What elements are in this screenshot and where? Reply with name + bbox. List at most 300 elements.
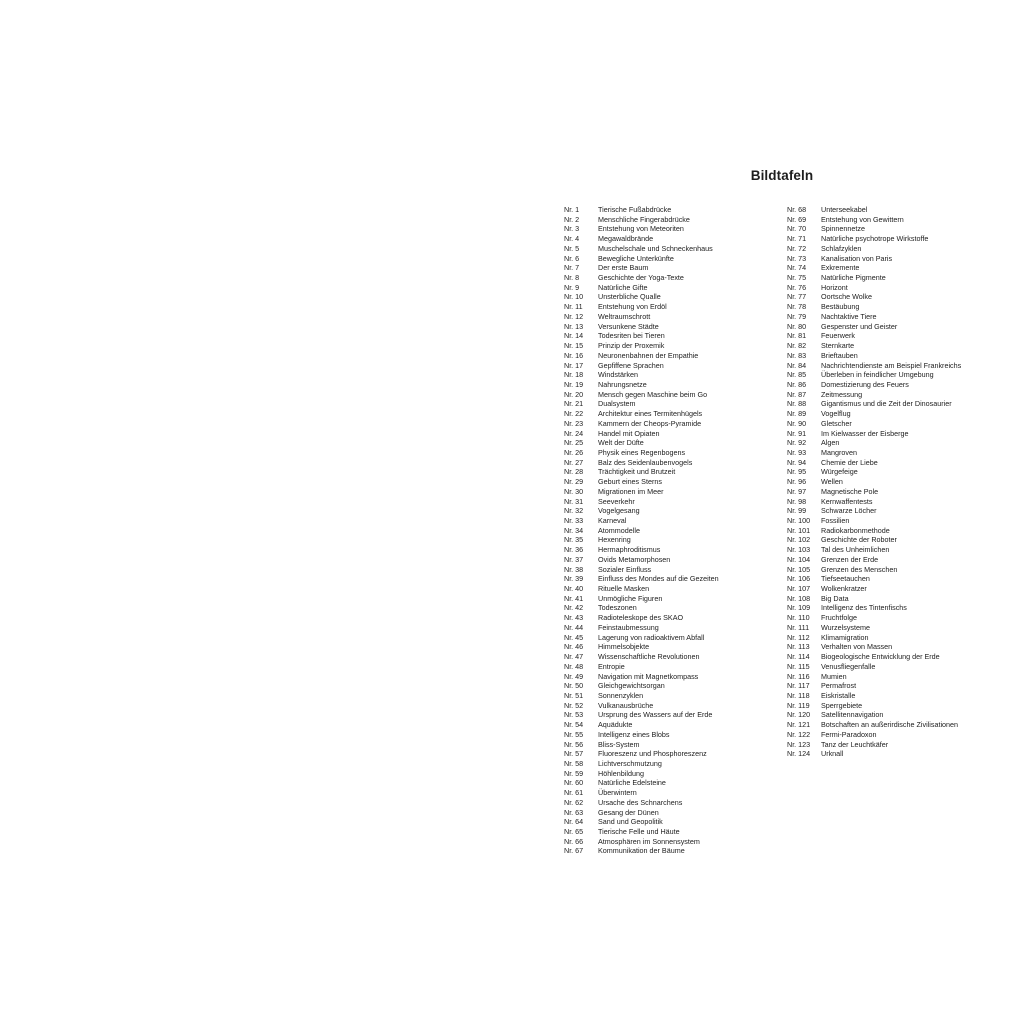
plate-number: Nr. 78 bbox=[787, 302, 807, 312]
plate-number: Nr. 33 bbox=[564, 516, 584, 525]
plate-number: Nr. 51 bbox=[564, 690, 584, 700]
plate-number: Nr. 34 bbox=[564, 525, 584, 535]
plate-title: Menschliche Fingerabdrücke bbox=[598, 214, 690, 224]
plate-title: Architektur eines Termitenhügels bbox=[598, 409, 703, 419]
plate-entry bbox=[564, 740, 719, 750]
plate-number: Nr. 96 bbox=[787, 477, 807, 487]
plate-entry bbox=[564, 623, 719, 633]
plate-number: Nr. 105 bbox=[787, 564, 811, 574]
plate-entry bbox=[787, 672, 961, 682]
plate-title: Tierische Felle und Häute bbox=[598, 827, 680, 836]
plate-entry bbox=[564, 788, 719, 798]
plate-title: Bliss-System bbox=[598, 739, 640, 749]
plate-number: Nr. 45 bbox=[564, 632, 584, 642]
plate-title: Natürliche Pigmente bbox=[821, 273, 886, 283]
plate-title: Wellen bbox=[821, 477, 843, 487]
plate-number: Nr. 114 bbox=[787, 652, 810, 662]
plate-number: Nr. 72 bbox=[787, 243, 807, 253]
plate-entry bbox=[787, 749, 961, 759]
plate-title: Intelligenz des Tintenfischs bbox=[821, 603, 907, 613]
plate-number: Nr. 70 bbox=[787, 224, 807, 234]
plate-entry bbox=[787, 487, 961, 497]
plate-number: Nr. 9 bbox=[564, 282, 580, 292]
plate-number: Nr. 59 bbox=[564, 768, 584, 778]
plate-entry bbox=[564, 409, 719, 419]
plate-entry bbox=[564, 458, 719, 468]
plate-title: Vulkanausbrüche bbox=[598, 700, 654, 710]
plate-title: Kammern der Cheops-Pyramide bbox=[598, 418, 702, 428]
plate-entry bbox=[787, 477, 961, 487]
plate-title: Eiskristalle bbox=[821, 690, 856, 700]
plate-title: Tal des Unheimlichen bbox=[821, 545, 890, 555]
plate-entry bbox=[564, 652, 719, 662]
plate-title: Feuerwerk bbox=[821, 331, 855, 341]
plate-title: Einfluss des Mondes auf die Gezeiten bbox=[598, 574, 719, 584]
plate-entry bbox=[564, 633, 719, 643]
plate-entry bbox=[787, 535, 961, 545]
plate-entry bbox=[787, 730, 961, 740]
plate-entry bbox=[564, 565, 719, 575]
plate-entry bbox=[564, 672, 719, 682]
plate-entry bbox=[564, 419, 719, 429]
plate-number: Nr. 35 bbox=[564, 535, 584, 545]
plate-title: Klimamigration bbox=[821, 632, 869, 642]
plate-entry bbox=[564, 710, 719, 720]
plate-number: Nr. 47 bbox=[564, 652, 584, 662]
plate-title: Überleben in feindlicher Umgebung bbox=[821, 370, 934, 380]
plate-entry bbox=[564, 467, 719, 477]
plate-number: Nr. 46 bbox=[564, 642, 584, 652]
plate-title: Radioteleskope des SKAO bbox=[598, 613, 684, 623]
plate-entry bbox=[787, 331, 961, 341]
plate-number: Nr. 121 bbox=[787, 720, 811, 730]
plate-number: Nr. 2 bbox=[564, 214, 580, 224]
plate-title: Nachrichtendienste am Beispiel Frankreichs bbox=[821, 360, 962, 370]
plate-number: Nr. 44 bbox=[564, 622, 584, 632]
plate-title: Zeitmessung bbox=[821, 389, 863, 399]
plate-title: Mensch gegen Maschine beim Go bbox=[598, 389, 708, 399]
plate-title: Gleichgewichtsorgan bbox=[598, 681, 665, 691]
plate-title: Windstärken bbox=[598, 370, 638, 380]
plate-number: Nr. 92 bbox=[787, 438, 807, 448]
plate-number: Nr. 84 bbox=[787, 360, 807, 370]
plate-number: Nr. 7 bbox=[564, 263, 580, 273]
plate-title: Der erste Baum bbox=[598, 263, 649, 273]
plate-entry bbox=[564, 506, 719, 516]
plate-title: Megawaldbrände bbox=[598, 234, 654, 244]
plate-number: Nr. 80 bbox=[787, 321, 807, 331]
plate-title: Wurzelsysteme bbox=[821, 622, 870, 632]
plate-title: Entstehung von Gewittern bbox=[821, 214, 904, 224]
plate-title: Brieftauben bbox=[821, 350, 858, 360]
plate-entry bbox=[787, 652, 961, 662]
plate-number: Nr. 36 bbox=[564, 545, 584, 555]
plate-title: Domestizierung des Feuers bbox=[821, 379, 909, 389]
plate-title: Physik eines Regenbogens bbox=[598, 447, 686, 457]
plate-number: Nr. 57 bbox=[564, 749, 584, 759]
plate-entry bbox=[564, 487, 719, 497]
plate-entry bbox=[564, 769, 719, 779]
plate-entry bbox=[564, 273, 719, 283]
plate-number: Nr. 75 bbox=[787, 273, 807, 283]
plate-entry bbox=[564, 351, 719, 361]
plate-entry bbox=[564, 545, 719, 555]
plate-number: Nr. 81 bbox=[787, 331, 807, 341]
plate-title: Karneval bbox=[598, 516, 627, 525]
plate-number: Nr. 4 bbox=[564, 234, 580, 244]
plate-title: Chemie der Liebe bbox=[821, 457, 878, 467]
plate-title: Überwintern bbox=[598, 788, 637, 798]
plate-entry bbox=[564, 662, 719, 672]
plate-number: Nr. 118 bbox=[787, 690, 810, 700]
plate-title: Satellitennavigation bbox=[821, 710, 884, 720]
plate-entry bbox=[787, 244, 961, 254]
plate-number: Nr. 29 bbox=[564, 477, 584, 487]
plate-number: Nr. 107 bbox=[787, 584, 811, 594]
plate-title: Atmosphären im Sonnensystem bbox=[598, 836, 700, 846]
plate-entry bbox=[564, 390, 719, 400]
plate-title: Kanalisation von Paris bbox=[821, 253, 893, 263]
plate-number: Nr. 88 bbox=[787, 399, 807, 409]
plate-entry bbox=[787, 419, 961, 429]
plate-entry bbox=[564, 448, 719, 458]
plate-entry bbox=[564, 205, 719, 215]
plate-title: Würgefeige bbox=[821, 467, 858, 477]
plate-number: Nr. 53 bbox=[564, 710, 584, 720]
plate-title: Radiokarbonmethode bbox=[821, 525, 890, 535]
plate-title: Hermaphroditismus bbox=[598, 545, 661, 555]
plate-entry bbox=[787, 497, 961, 507]
plate-number: Nr. 52 bbox=[564, 700, 584, 710]
plate-title: Hexenring bbox=[598, 535, 631, 545]
plate-entry bbox=[787, 263, 961, 273]
plate-title: Welt der Düfte bbox=[598, 438, 644, 448]
plate-number: Nr. 93 bbox=[787, 447, 807, 457]
plate-list-left bbox=[564, 205, 719, 856]
plate-number: Nr. 103 bbox=[787, 545, 811, 555]
plate-number: Nr. 104 bbox=[787, 554, 811, 564]
plate-title: Geschichte der Roboter bbox=[821, 535, 897, 545]
plate-number: Nr. 79 bbox=[787, 311, 807, 321]
plate-entry bbox=[787, 526, 961, 536]
plate-number: Nr. 31 bbox=[564, 496, 584, 506]
plate-entry bbox=[564, 429, 719, 439]
plate-number: Nr. 68 bbox=[787, 205, 807, 214]
plate-number: Nr. 87 bbox=[787, 389, 807, 399]
plate-title: Fermi-Paradoxon bbox=[821, 729, 877, 739]
plate-entry bbox=[787, 594, 961, 604]
plate-title: Prinzip der Proxemik bbox=[598, 341, 665, 351]
plate-entry bbox=[787, 234, 961, 244]
plate-entry bbox=[564, 224, 719, 234]
plate-title: Lichtverschmutzung bbox=[598, 758, 662, 768]
plate-title: Grenzen der Erde bbox=[821, 554, 879, 564]
plate-title: Tanz der Leuchtkäfer bbox=[821, 739, 889, 749]
plate-title: Migrationen im Meer bbox=[598, 486, 664, 496]
plate-number: Nr. 77 bbox=[787, 292, 807, 302]
plate-number: Nr. 83 bbox=[787, 350, 807, 360]
plate-number: Nr. 108 bbox=[787, 593, 811, 603]
plate-entry bbox=[787, 720, 961, 730]
plate-entry bbox=[564, 555, 719, 565]
plate-entry bbox=[787, 322, 961, 332]
plate-number: Nr. 54 bbox=[564, 720, 584, 730]
plate-number: Nr. 49 bbox=[564, 671, 584, 681]
plate-entry bbox=[787, 302, 961, 312]
plate-entry bbox=[787, 467, 961, 477]
plate-entry bbox=[787, 506, 961, 516]
plate-title: Höhlenbildung bbox=[598, 768, 644, 778]
plate-entry bbox=[564, 497, 719, 507]
plate-number: Nr. 60 bbox=[564, 778, 584, 788]
plate-number: Nr. 99 bbox=[787, 506, 807, 516]
plate-entry bbox=[564, 681, 719, 691]
plate-entry bbox=[564, 380, 719, 390]
plate-number: Nr. 38 bbox=[564, 564, 584, 574]
plate-number: Nr. 21 bbox=[564, 399, 584, 409]
plate-entry bbox=[787, 642, 961, 652]
plate-number: Nr. 39 bbox=[564, 574, 584, 584]
plate-number: Nr. 48 bbox=[564, 661, 584, 671]
plate-number: Nr. 123 bbox=[787, 739, 811, 749]
plate-entry bbox=[564, 759, 719, 769]
plate-number: Nr. 91 bbox=[787, 428, 807, 438]
plate-title: Handel mit Opiaten bbox=[598, 428, 660, 438]
plate-entry bbox=[787, 584, 961, 594]
plate-title: Unsterbliche Qualle bbox=[598, 292, 661, 302]
plate-number: Nr. 124 bbox=[787, 749, 811, 759]
plate-title: Todesriten bei Tieren bbox=[598, 331, 665, 341]
plate-entry bbox=[564, 817, 719, 827]
plate-number: Nr. 56 bbox=[564, 739, 584, 749]
plate-title: Nahrungsnetze bbox=[598, 379, 647, 389]
plate-title: Geburt eines Sterns bbox=[598, 477, 662, 487]
plate-title: Horizont bbox=[821, 282, 848, 292]
plate-number: Nr. 71 bbox=[787, 234, 807, 244]
plate-title: Entropie bbox=[598, 661, 625, 671]
plate-entry bbox=[787, 555, 961, 565]
plate-title: Geschichte der Yoga-Texte bbox=[598, 273, 684, 283]
plate-number: Nr. 16 bbox=[564, 350, 584, 360]
plate-entry bbox=[564, 254, 719, 264]
plate-entry bbox=[787, 574, 961, 584]
plate-entry bbox=[564, 302, 719, 312]
plate-entry bbox=[787, 341, 961, 351]
plate-entry bbox=[564, 808, 719, 818]
plate-entry bbox=[564, 535, 719, 545]
plate-number: Nr. 100 bbox=[787, 516, 811, 525]
plate-entry bbox=[787, 633, 961, 643]
plate-entry bbox=[787, 390, 961, 400]
plate-entry bbox=[787, 370, 961, 380]
plate-number: Nr. 14 bbox=[564, 331, 584, 341]
plate-title: Feinstaubmessung bbox=[598, 622, 659, 632]
plate-title: Aquädukte bbox=[598, 720, 633, 730]
plate-entry bbox=[787, 224, 961, 234]
plate-number: Nr. 28 bbox=[564, 467, 584, 477]
plate-entry bbox=[787, 254, 961, 264]
plate-entry bbox=[564, 438, 719, 448]
plate-entry bbox=[787, 438, 961, 448]
plate-entry bbox=[564, 837, 719, 847]
plate-entry bbox=[787, 740, 961, 750]
plate-title: Natürliche psychotrope Wirkstoffe bbox=[821, 234, 929, 244]
plate-number: Nr. 27 bbox=[564, 457, 584, 467]
plate-title: Bewegliche Unterkünfte bbox=[598, 253, 674, 263]
plate-entry bbox=[787, 662, 961, 672]
plate-entry bbox=[787, 516, 961, 526]
plate-title: Himmelsobjekte bbox=[598, 642, 650, 652]
plate-entry bbox=[564, 399, 719, 409]
plate-title: Big Data bbox=[821, 593, 849, 603]
plate-title: Biogeologische Entwicklung der Erde bbox=[821, 652, 940, 662]
plate-title: Gepfiffene Sprachen bbox=[598, 360, 664, 370]
plate-entry bbox=[564, 846, 719, 856]
plate-number: Nr. 42 bbox=[564, 603, 584, 613]
plate-number: Nr. 109 bbox=[787, 603, 811, 613]
plate-title: Neuronenbahnen der Empathie bbox=[598, 350, 699, 360]
page-title bbox=[0, 168, 1024, 183]
plate-number: Nr. 12 bbox=[564, 311, 584, 321]
plate-entry bbox=[564, 642, 719, 652]
plate-entry bbox=[564, 283, 719, 293]
plate-title: Entstehung von Erdöl bbox=[598, 302, 667, 312]
plate-number: Nr. 55 bbox=[564, 729, 584, 739]
plate-entry bbox=[787, 681, 961, 691]
plate-title: Wissenschaftliche Revolutionen bbox=[598, 652, 700, 662]
plate-title: Mangroven bbox=[821, 447, 857, 457]
plate-title: Algen bbox=[821, 438, 840, 448]
plate-number: Nr. 115 bbox=[787, 661, 810, 671]
plate-entry bbox=[564, 584, 719, 594]
plate-title: Magnetische Pole bbox=[821, 486, 879, 496]
plate-number: Nr. 102 bbox=[787, 535, 811, 545]
plate-entry bbox=[564, 778, 719, 788]
plate-number: Nr. 85 bbox=[787, 370, 807, 380]
plate-number: Nr. 117 bbox=[787, 681, 810, 691]
plate-number: Nr. 95 bbox=[787, 467, 807, 477]
plate-number: Nr. 37 bbox=[564, 554, 584, 564]
plate-title: Rituelle Masken bbox=[598, 584, 650, 594]
plate-title: Grenzen des Menschen bbox=[821, 564, 898, 574]
plate-number: Nr. 20 bbox=[564, 389, 584, 399]
plate-title: Venusfliegenfalle bbox=[821, 661, 876, 671]
plate-number: Nr. 22 bbox=[564, 409, 584, 419]
plate-title: Ursprung des Wassers auf der Erde bbox=[598, 710, 713, 720]
plate-entry bbox=[787, 429, 961, 439]
plate-number: Nr. 3 bbox=[564, 224, 580, 234]
plate-number: Nr. 111 bbox=[787, 622, 810, 632]
plate-number: Nr. 98 bbox=[787, 496, 807, 506]
plate-number: Nr. 26 bbox=[564, 447, 584, 457]
plate-title: Ovids Metamorphosen bbox=[598, 554, 671, 564]
plate-entry bbox=[787, 292, 961, 302]
plate-entry bbox=[564, 361, 719, 371]
plate-number: Nr. 17 bbox=[564, 360, 584, 370]
plate-number: Nr. 58 bbox=[564, 758, 584, 768]
plate-title: Kommunikation der Bäume bbox=[598, 846, 685, 856]
plate-entry bbox=[564, 749, 719, 759]
plate-title: Botschaften an außerirdische Zivilisationen bbox=[821, 720, 959, 730]
plate-number: Nr. 122 bbox=[787, 729, 811, 739]
plate-entry bbox=[787, 623, 961, 633]
plate-title: Sozialer Einfluss bbox=[598, 564, 652, 574]
plate-title: Atommodelle bbox=[598, 525, 640, 535]
plate-number: Nr. 63 bbox=[564, 807, 584, 817]
plate-number: Nr. 1 bbox=[564, 205, 580, 214]
plate-number: Nr. 74 bbox=[787, 263, 807, 273]
plate-title: Balz des Seidenlaubenvogels bbox=[598, 457, 693, 467]
plate-number: Nr. 67 bbox=[564, 846, 584, 856]
plate-number: Nr. 41 bbox=[564, 593, 584, 603]
plate-title: Vogelflug bbox=[821, 409, 851, 419]
plate-number: Nr. 50 bbox=[564, 681, 584, 691]
plate-number: Nr. 97 bbox=[787, 486, 807, 496]
plate-entry bbox=[564, 701, 719, 711]
plate-title: Tiefseetauchen bbox=[821, 574, 870, 584]
plate-title: Unmögliche Figuren bbox=[598, 593, 663, 603]
plate-number: Nr. 23 bbox=[564, 418, 584, 428]
plate-entry bbox=[564, 594, 719, 604]
plate-number: Nr. 8 bbox=[564, 273, 580, 283]
plate-entry bbox=[787, 545, 961, 555]
plate-entry bbox=[787, 409, 961, 419]
plate-number: Nr. 43 bbox=[564, 613, 584, 623]
plate-entry bbox=[787, 205, 961, 215]
plate-title: Nachtaktive Tiere bbox=[821, 311, 877, 321]
plate-number: Nr. 73 bbox=[787, 253, 807, 263]
plate-list-right bbox=[787, 205, 961, 759]
plate-title: Spinnennetze bbox=[821, 224, 865, 234]
plate-number: Nr. 113 bbox=[787, 642, 810, 652]
plate-entry bbox=[787, 273, 961, 283]
plate-entry bbox=[564, 516, 719, 526]
plate-number: Nr. 5 bbox=[564, 243, 580, 253]
plate-entry bbox=[564, 477, 719, 487]
plate-entry bbox=[564, 574, 719, 584]
plate-title: Natürliche Gifte bbox=[598, 282, 648, 292]
plate-title: Oortsche Wolke bbox=[821, 292, 872, 302]
plate-number: Nr. 86 bbox=[787, 379, 807, 389]
plate-entry bbox=[787, 351, 961, 361]
plate-entry bbox=[564, 720, 719, 730]
plate-number: Nr. 40 bbox=[564, 584, 584, 594]
plate-entry bbox=[564, 370, 719, 380]
plate-number: Nr. 65 bbox=[564, 827, 584, 836]
plate-entry bbox=[787, 458, 961, 468]
plate-number: Nr. 110 bbox=[787, 613, 810, 623]
plate-entry bbox=[787, 710, 961, 720]
plate-title: Kernwaffentests bbox=[821, 496, 873, 506]
plate-title: Im Kielwasser der Eisberge bbox=[821, 428, 909, 438]
plate-title: Fruchtfolge bbox=[821, 613, 857, 623]
plate-number: Nr. 94 bbox=[787, 457, 807, 467]
plate-entry bbox=[564, 215, 719, 225]
plate-title: Seeverkehr bbox=[598, 496, 635, 506]
plate-title: Ursache des Schnarchens bbox=[598, 797, 683, 807]
plate-title: Gesang der Dünen bbox=[598, 807, 659, 817]
plate-title: Exkremente bbox=[821, 263, 860, 273]
plate-title: Unterseekabel bbox=[821, 205, 868, 214]
plate-title: Permafrost bbox=[821, 681, 857, 691]
plate-title: Schlafzyklen bbox=[821, 243, 862, 253]
plate-number: Nr. 10 bbox=[564, 292, 584, 302]
plate-entry bbox=[564, 234, 719, 244]
plate-number: Nr. 30 bbox=[564, 486, 584, 496]
plate-number: Nr. 89 bbox=[787, 409, 807, 419]
plate-entry bbox=[787, 613, 961, 623]
plate-entry bbox=[564, 603, 719, 613]
